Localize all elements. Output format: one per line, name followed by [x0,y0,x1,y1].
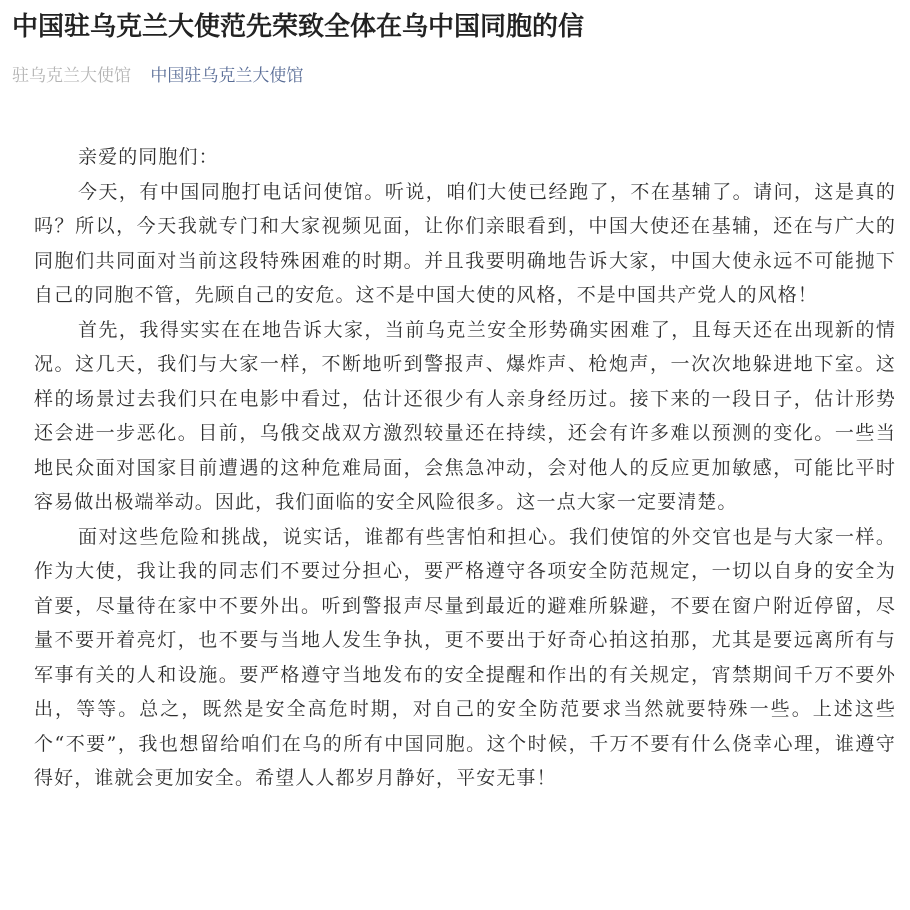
letter-body [34,140,896,796]
article-author: 驻乌克兰大使馆 [12,66,131,86]
article-meta [12,63,303,89]
letter-paragraph-3: 面对这些危险和挑战，说实话，谁都有些害怕和担心。我们使馆的外交官也是与大家一样。作为大使，我让我的同志们不要过分担心，要严格遵守各项安全防范规定，一切以自身的安全为首要，尽量待在家中不要外出。听到警报声尽量到最近的避难所躲避，不要在窗户附近停留，尽量不要开着亮灯，也不要与当地人发生争执，更不要出于好奇心拍这拍那，尤其是要远离所有与军事有关的人和设施。要严格遵守当地发布的安全提醒和作出的有关规定，宵禁期间千万不要外出，等等。总之，既然是安全高危时期，对自己的安全防范要求当然就要特殊一些。上述这些个“不要”，我也想留给咱们在乌的所有中国同胞。这个时候，千万不要有什么侥幸心理，谁遵守得好，谁就会更加安全。希望人人都岁月静好，平安无事！ [34,525,896,789]
letter-salutation: 亲爱的同胞们： [78,146,219,168]
letter-paragraph-2: 首先，我得实实在在地告诉大家，当前乌克兰安全形势确实困难了，且每天还在出现新的情况。这几天，我们与大家一样，不断地听到警报声、爆炸声、枪炮声，一次次地躲进地下室。这样的场景过去我们只在电影中看过，估计还很少有人亲身经历过。接下来的一段日子，估计形势还会进一步恶化。目前，乌俄交战双方激烈较量还在持续，还会有许多难以预测的变化。一些当地民众面对国家目前遭遇的这种危难局面，会焦急冲动，会对他人的反应更加敏感，可能比平时容易做出极端举动。因此，我们面临的安全风险很多。这一点大家一定要清楚。 [34,318,896,513]
account-name-link[interactable]: 中国驻乌克兰大使馆 [150,66,304,86]
letter-paragraph-1: 今天，有中国同胞打电话问使馆。听说，咱们大使已经跑了，不在基辅了。请问，这是真的吗？所以，今天我就专门和大家视频见面，让你们亲眼看到，中国大使还在基辅，还在与广大的同胞们共同面对当前这段特殊困难的时期。并且我要明确地告诉大家，中国大使永远不可能抛下自己的同胞不管，先顾自己的安危。这不是中国大使的风格，不是中国共产党人的风格！ [34,180,896,306]
letter-image [18,130,898,910]
article-title: 中国驻乌克兰大使范先荣致全体在乌中国同胞的信 [12,12,585,42]
